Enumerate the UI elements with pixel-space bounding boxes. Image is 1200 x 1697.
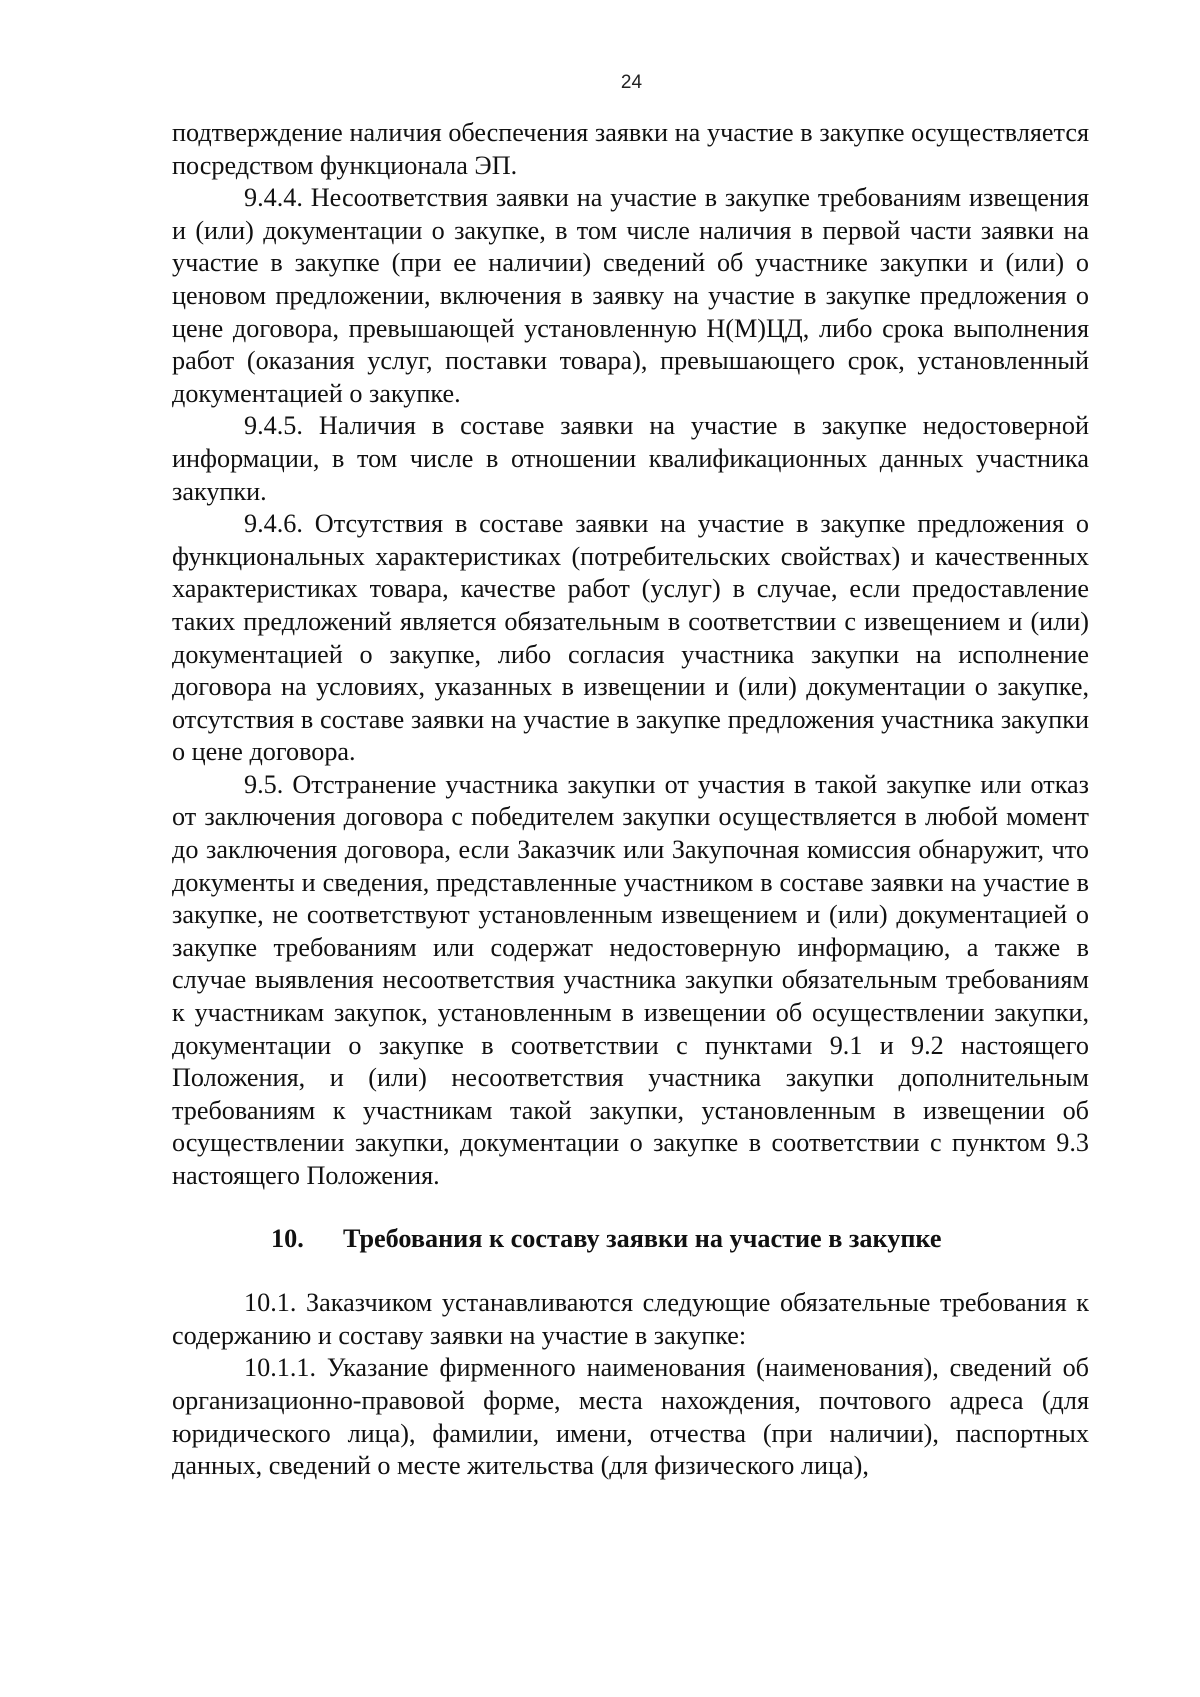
section-number: 10.	[271, 1223, 304, 1253]
paragraph-10-1: 10.1. Заказчиком устанавливаются следующие обязательные требования к содержанию и составу заявки на участие в закупке:	[172, 1288, 1089, 1350]
section-heading	[172, 1223, 1089, 1256]
paragraph-10-1-1: 10.1.1. Указание фирменного наименования (наименования), сведений об организационно-правовой форме, места нахождения, почтового адреса (для юридического лица), фамилии, имени, отчества (при наличии), паспортных данных, сведений о месте жительства (для физического лица),	[172, 1353, 1089, 1481]
paragraph-9-5: 9.5. Отстранение участника закупки от участия в такой закупке или отказ от заключения договора с победителем закупки осуществляется в любой момент до заключения договора, если Заказчик или Закупочная комиссия обнаружит, что документы и сведения, представленные участником в составе заявки на участие в закупке, не соответствуют установленным извещением и (или) документацией о закупке требованиям или содержат недостоверную информацию, а также в случае выявления несоответствия участника закупки обязательным требованиям к участникам закупок, установленным в извещении об осуществлении закупки, документации о закупке в соответствии с пунктами 9.1 и 9.2 настоящего Положения, и (или) несоответствия участника закупки дополнительным требованиям к участникам такой закупки, установленным в извещении об осуществлении закупки, документации о закупке в соответствии с пунктом 9.3 настоящего Положения.	[172, 769, 1089, 1190]
paragraph-9-4-5: 9.4.5. Наличия в составе заявки на участие в закупке недостоверной информации, в том числе в отношении квалификационных данных участника закупки.	[172, 411, 1089, 506]
document-body	[172, 117, 1089, 1483]
paragraph-continuation: подтверждение наличия обеспечения заявки на участие в закупке осуществляется посредством функционала ЭП.	[172, 118, 1089, 180]
section-title: Требования к составу заявки на участие в закупке	[343, 1223, 942, 1253]
paragraph-9-4-4: 9.4.4. Несоответствия заявки на участие в закупке требованиям извещения и (или) документации о закупке, в том числе наличия в первой части заявки на участие в закупке (при ее наличии) сведений об участнике закупки и (или) о ценовом предложении, включения в заявку на участие в закупке предложения о цене договора, превышающей установленную Н(М)ЦД, либо срока выполнения работ (оказания услуг, поставки товара), превышающего срок, установленный документацией о закупке.	[172, 183, 1089, 408]
paragraph-9-4-6: 9.4.6. Отсутствия в составе заявки на участие в закупке предложения о функциональных характеристиках (потребительских свойствах) и качественных характеристиках товара, качестве работ (услуг) в случае, если предоставление таких предложений является обязательным в соответствии с извещением и (или) документацией о закупке, либо согласия участника закупки на исполнение договора на условиях, указанных в извещении и (или) документации о закупке, отсутствия в составе заявки на участие в закупке предложения участника закупки о цене договора.	[172, 509, 1089, 767]
page-number: 24	[620, 72, 643, 93]
